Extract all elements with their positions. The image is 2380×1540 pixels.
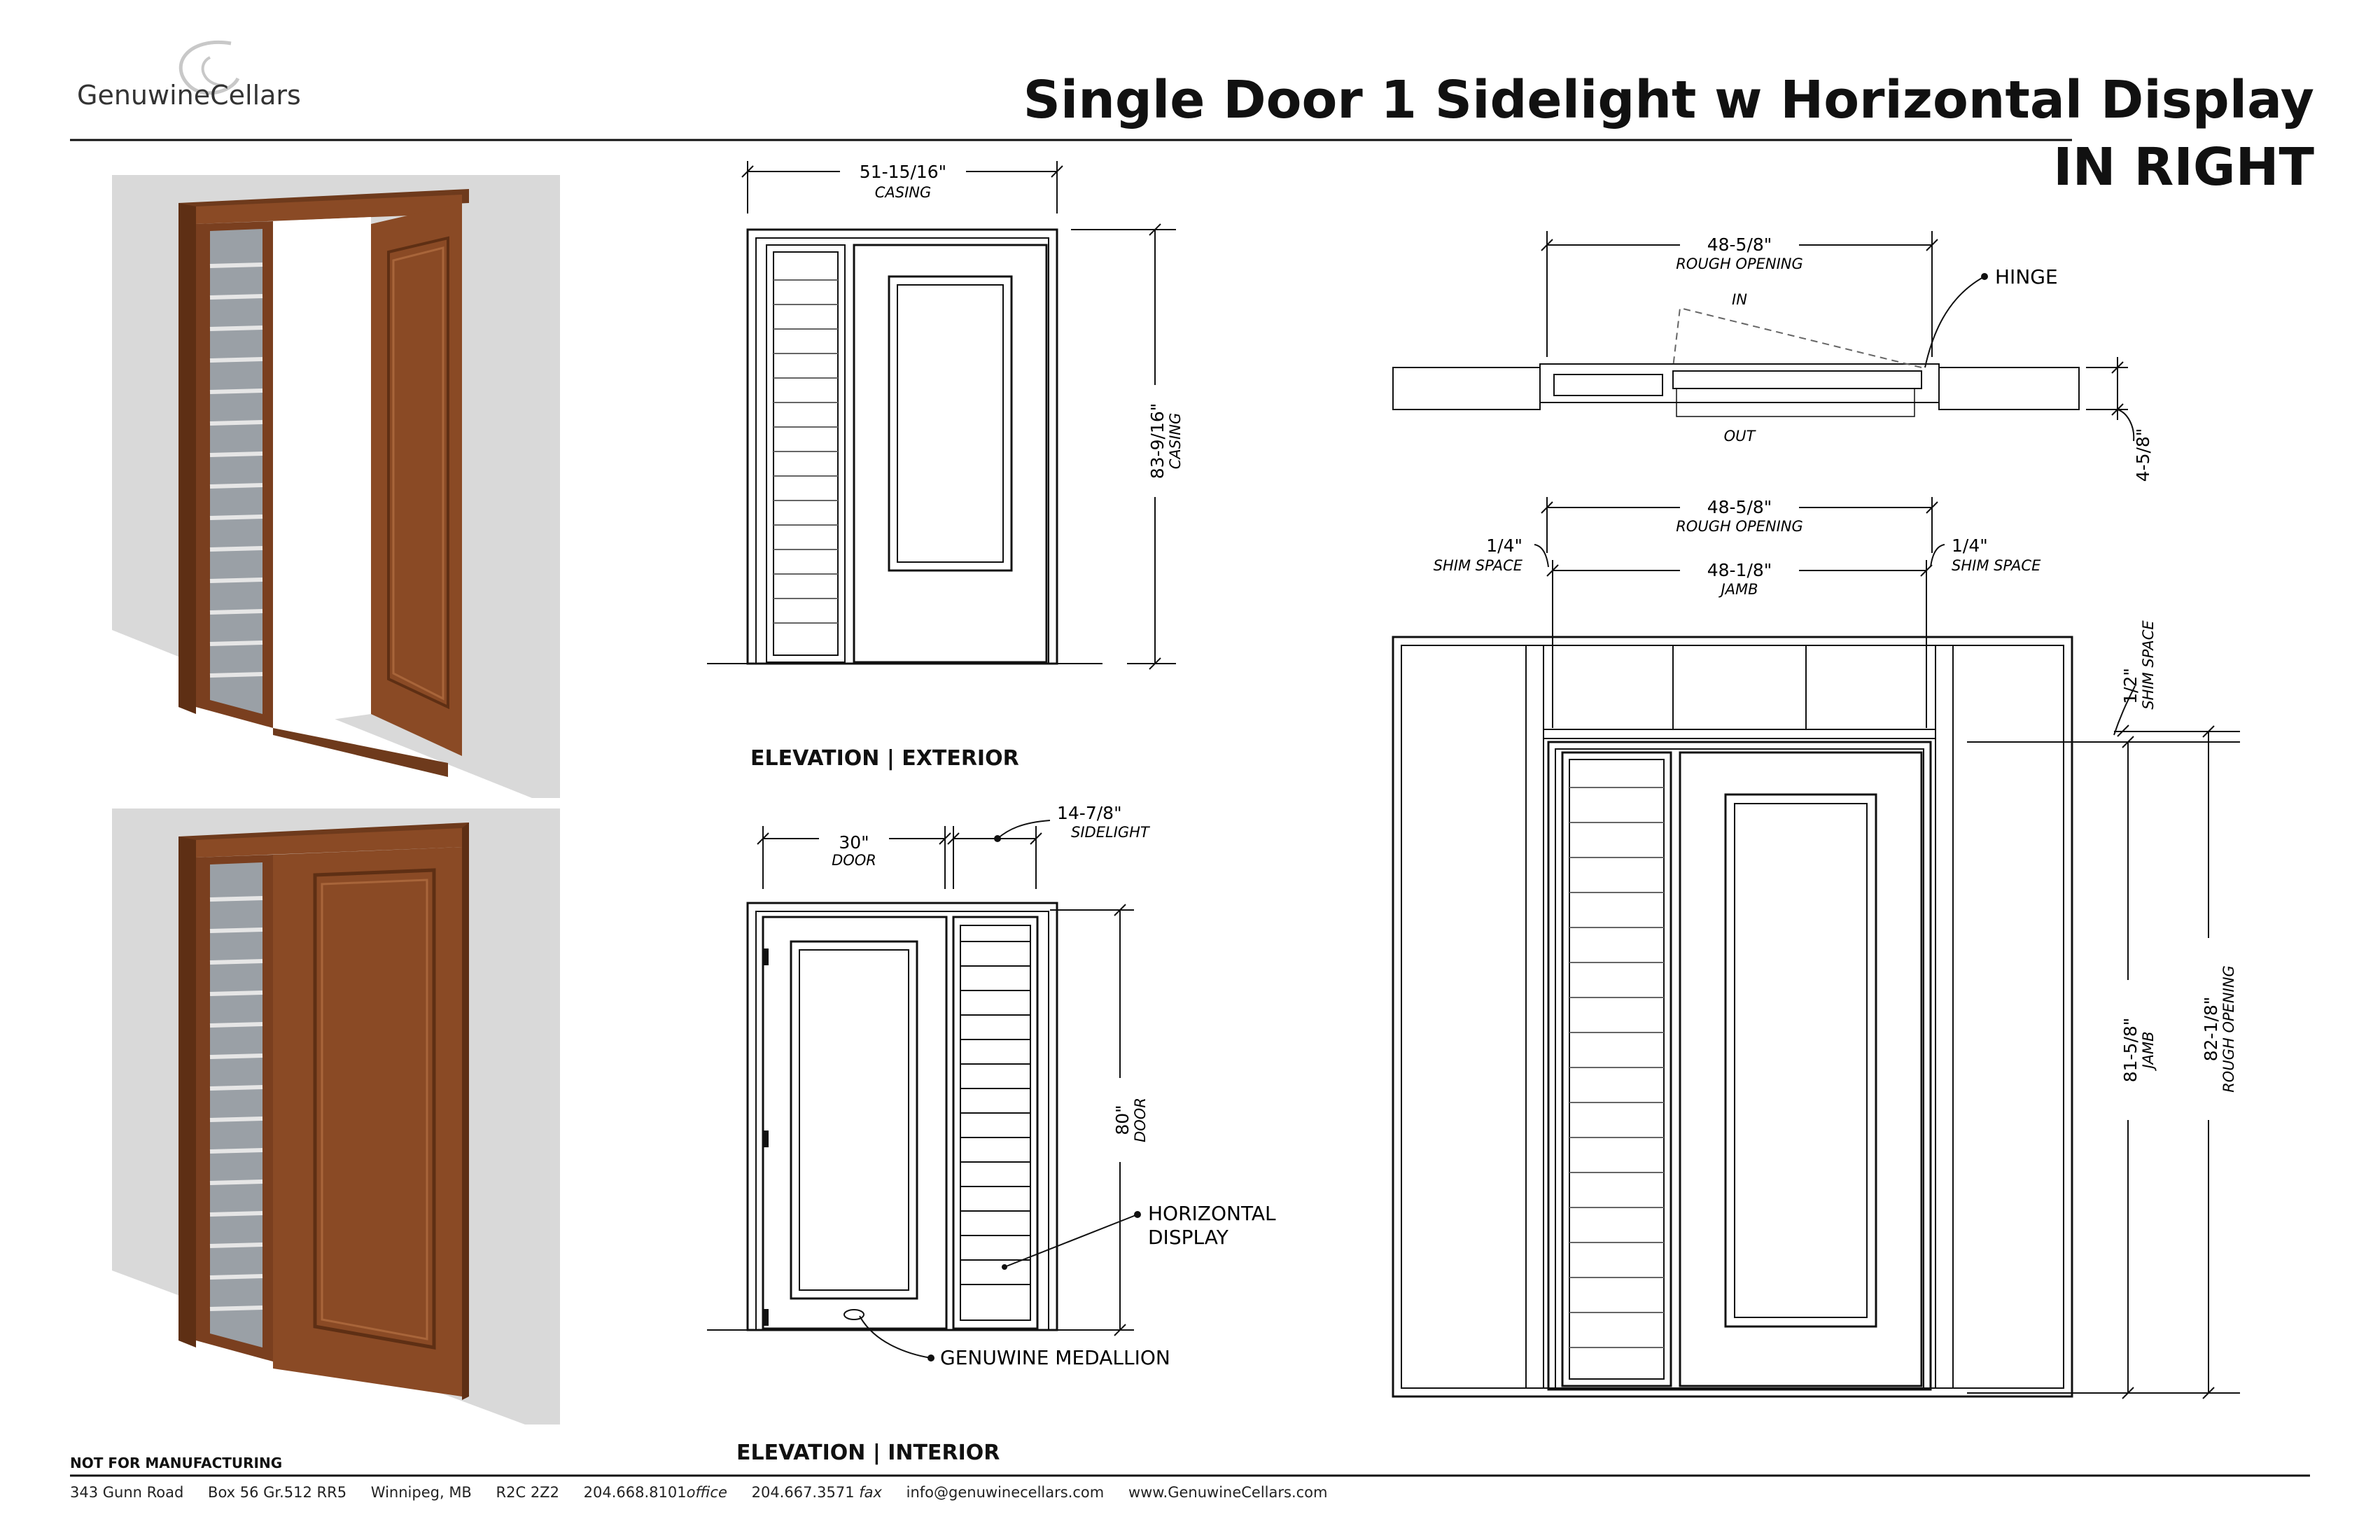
frame-ro-height-sub: ROUGH OPENING — [2220, 965, 2237, 1093]
frame-shim-right-value: 1/4" — [1952, 536, 1988, 556]
int-door-sub: DOOR — [832, 852, 876, 869]
elevation-exterior-label: ELEVATION | EXTERIOR — [750, 746, 1019, 771]
footer-contact — [70, 1484, 1347, 1501]
int-height-sub: DOOR — [1132, 1098, 1149, 1142]
footer-postal: R2C 2Z2 — [496, 1484, 559, 1501]
frame-shim-left-sub: SHIM SPACE — [1433, 557, 1522, 574]
page-title: Single Door 1 Sidelight w Horizontal Display — [1023, 70, 2314, 130]
footer-fax — [752, 1484, 882, 1501]
footer-city: Winnipeg, MB — [370, 1484, 472, 1501]
elevation-interior-label: ELEVATION | INTERIOR — [736, 1441, 1000, 1465]
elevation-exterior — [700, 147, 1246, 777]
plan-ro-sub: ROUGH OPENING — [1676, 255, 1803, 272]
plan-hinge-label: HINGE — [1995, 265, 2058, 288]
rendering-open-door — [112, 175, 560, 798]
frame-shim-left-value: 1/4" — [1486, 536, 1522, 556]
rendering-closed-door — [112, 808, 560, 1424]
ext-width-sub: CASING — [874, 184, 932, 201]
frame-shim-right-sub: SHIM SPACE — [1952, 557, 2041, 574]
callout-display-line2: DISPLAY — [1148, 1226, 1228, 1249]
frame-top-shim-value: 1/2" — [2120, 668, 2141, 704]
elevation-interior — [700, 798, 1302, 1442]
ext-height-sub: CASING — [1167, 412, 1184, 470]
not-for-manufacturing-note: NOT FOR MANUFACTURING — [70, 1455, 283, 1471]
frame-ro-value: 48-5/8" — [1707, 497, 1772, 517]
frame-ro-sub: ROUGH OPENING — [1676, 518, 1803, 535]
page-subtitle: IN RIGHT — [2053, 137, 2314, 197]
footer-fax-number: 204.667.3571 — [751, 1484, 855, 1501]
int-sidelight-sub: SIDELIGHT — [1071, 824, 1149, 841]
footer-address: 343 Gunn Road — [70, 1484, 184, 1501]
frame-ro-height-value: 82-1/8" — [2201, 996, 2221, 1062]
footer-phone-suffix: office — [686, 1484, 727, 1501]
footer-phone — [584, 1484, 727, 1501]
brand-name: GenuwineCellars — [77, 80, 301, 111]
plan-ro-value: 48-5/8" — [1707, 234, 1772, 255]
frame-jamb-sub: JAMB — [1721, 581, 1758, 598]
footer-phone-number: 204.668.8101 — [583, 1484, 687, 1501]
int-sidelight-value: 14-7/8" — [1057, 803, 1122, 823]
ext-width-value: 51-15/16" — [859, 162, 947, 182]
plan-out-label: OUT — [1723, 428, 1756, 444]
framing-elevation — [1386, 490, 2296, 1428]
callout-medallion: GENUWINE MEDALLION — [940, 1346, 1170, 1369]
footer-web-link[interactable]: www.GenuwineCellars.com — [1128, 1484, 1328, 1501]
callout-display-line1: HORIZONTAL — [1148, 1202, 1276, 1225]
frame-top-shim-sub: SHIM SPACE — [2140, 620, 2157, 710]
plan-wall-value: 4-5/8" — [2133, 428, 2153, 482]
int-door-value: 30" — [839, 832, 869, 853]
int-height-value: 80" — [1112, 1105, 1133, 1135]
frame-jamb-height-value: 81-5/8" — [2120, 1017, 2141, 1083]
ext-height-value: 83-9/16" — [1147, 402, 1168, 479]
plan-view — [1386, 217, 2226, 497]
footer-email-link[interactable]: info@genuwinecellars.com — [906, 1484, 1105, 1501]
plan-in-label: IN — [1732, 291, 1747, 308]
frame-jamb-height-sub: JAMB — [2140, 1031, 2157, 1069]
footer-box: Box 56 Gr.512 RR5 — [208, 1484, 347, 1501]
frame-jamb-value: 48-1/8" — [1707, 560, 1772, 580]
footer-fax-suffix: fax — [859, 1484, 882, 1501]
